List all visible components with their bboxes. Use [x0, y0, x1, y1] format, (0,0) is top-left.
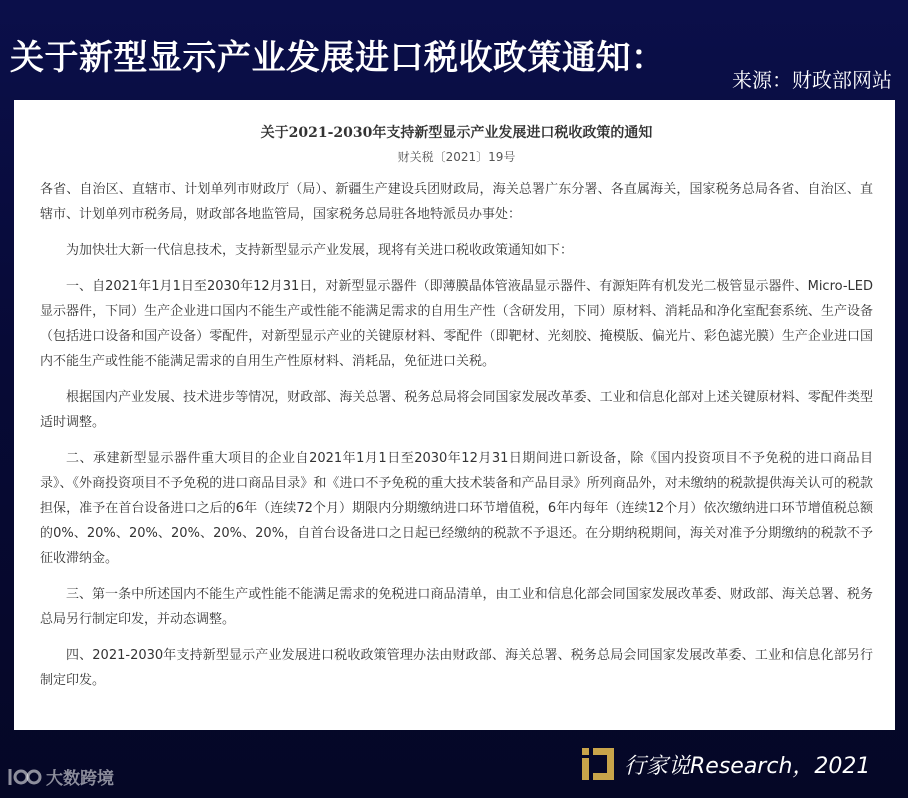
paragraph-article-1-adjust: 根据国内产业发展、技术进步等情况，财政部、海关总署、税务总局将会同国家发展改革委、工业和信息化部对上述关键原材料、零配件类型适时调整。: [40, 390, 873, 430]
document-number: 财关税〔2021〕19号: [397, 150, 516, 164]
brand-text: 行家说Research，2021: [624, 753, 871, 779]
paragraph-article-1: 一、自2021年1月1日至2030年12月31日，对新型显示器件（即薄膜晶体管液晶显示器件、有源矩阵有机发光二极管显示器件、Micro-LED显示器件，下同）生产企业进口国内不能生产或性能不能满足需求的自用生产性（含研发用，下同）原材料、消耗品和净化室配套系统、生产设备（包括进口设备和国产设备）零配件，对新型显示产业的关键原材料、零配件（即靶材、光刻胶、掩模版、偏光片、彩色滤光膜）生产企业进口国内不能生产或性能不能满足需求的自用生产性原材料、消耗品，免征进口关税。: [40, 279, 873, 369]
paragraph-article-4: 四、2021-2030年支持新型显示产业发展进口税收政策管理办法由财政部、海关总署、税务总局会同国家发展改革委、工业和信息化部另行制定印发。: [40, 648, 873, 688]
paragraph-article-2: 二、承建新型显示器件重大项目的企业自2021年1月1日至2030年12月31日期间进口新设备，除《国内投资项目不予免税的进口商品目录》、《外商投资项目不予免税的进口商品目录》和《进口不予免税的重大技术装备和产品目录》所列商品外，对未缴纳的税款提供海关认可的税款担保，准予在首台设备进口之后的6年（连续72个月）期限内分期缴纳进口环节增值税，6年内每年（连续12个月）依次缴纳进口环节增值税总额的0%、20%、20%、20%、20%、20%，自首台设备进口之日起已经缴纳的税款不予退还。在分期纳税期间，海关对准予分期缴纳的税款不予征收滞纳金。: [40, 451, 873, 566]
brand-logo-icon: [580, 746, 616, 782]
watermark-text: 大数跨境: [46, 769, 114, 789]
source-label: 来源：财政部网站: [732, 68, 892, 92]
footer-brand: [580, 746, 870, 782]
page-title: 关于新型显示产业发展进口税收政策通知：: [10, 38, 666, 78]
document-title: 关于2021-2030年支持新型显示产业发展进口税收政策的通知: [260, 125, 653, 141]
document-panel: [14, 100, 895, 730]
watermark: [6, 764, 114, 789]
paragraph-intro: 为加快壮大新一代信息技术，支持新型显示产业发展，现将有关进口税收政策通知如下：: [66, 243, 574, 258]
watermark-logo-icon: [6, 765, 42, 789]
paragraph-addressees: 各省、自治区、直辖市、计划单列市财政厅（局）、新疆生产建设兵团财政局，海关总署广东分署、各直属海关，国家税务总局各省、自治区、直辖市、计划单列市税务局，财政部各地监管局，国家税务总局驻各地特派员办事处：: [40, 182, 873, 222]
paragraph-article-3: 三、第一条中所述国内不能生产或性能不能满足需求的免税进口商品清单，由工业和信息化部会同国家发展改革委、财政部、海关总署、税务总局另行制定印发，并动态调整。: [40, 587, 873, 627]
